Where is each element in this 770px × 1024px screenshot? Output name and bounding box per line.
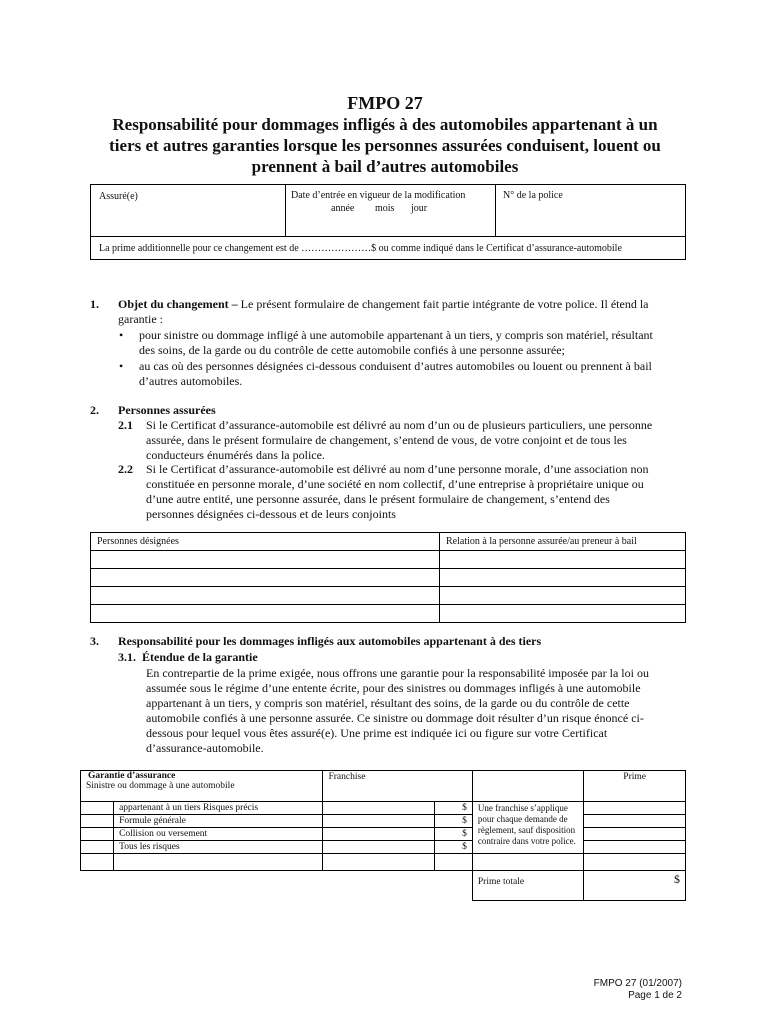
row-spacer [81, 802, 114, 815]
section1-heading: Objet du changement – [118, 297, 238, 311]
blank-header [472, 771, 583, 802]
bullet-2-line-1: au cas où des personnes désignées ci-dessous conduisent d’autres automobiles ou louent ou prennent à bail [139, 359, 652, 373]
coverage-label: Collision ou versement [114, 828, 323, 841]
text-line: automobile confiés à une personne assurée. Ce sinistre ou dommage doit résulter d’un risque énoncé ci- [146, 711, 644, 725]
additional-premium-text: La prime additionnelle pour ce changement est de …………………$ ou comme indiqué dans le Certificat d’assurance-automobile [99, 243, 622, 254]
text-line: dessous pour lequel vous êtes assuré(e). Une prime est indiquée ici ou figure sur votre Certificat [146, 726, 608, 740]
section1-intro [118, 297, 688, 312]
prime-cell[interactable] [584, 841, 686, 854]
person-name-cell[interactable] [91, 587, 440, 605]
form-code: FMPO 27 [347, 93, 423, 113]
text-line: assumée sous le régime d’une entente écrite, pour des sinistres ou dommages infligés à une automobile [146, 681, 641, 695]
coverage-header-title: Garantie d’assurance [88, 771, 176, 781]
subsection-3-1-heading: 3.1. Étendue de la garantie [118, 650, 258, 664]
form-version: FMPO 27 (01/2007) [593, 978, 682, 989]
date-day-label: jour [411, 203, 428, 214]
bullet-icon: • [119, 328, 124, 342]
person-name-cell[interactable] [91, 551, 440, 569]
subsection-2-2 [146, 462, 696, 522]
franchise-header: Franchise [323, 771, 472, 802]
policy-number-label: N° de la police [503, 190, 563, 201]
table-row [91, 605, 686, 623]
person-name-cell[interactable] [91, 569, 440, 587]
title-line-3: prennent à bail d’autres automobiles [251, 157, 519, 176]
currency-symbol: $ [434, 828, 472, 841]
section2-heading: Personnes assurées [118, 403, 216, 417]
coverage-header [81, 771, 323, 802]
bullet-2-line-2: d’autres automobiles. [139, 374, 243, 388]
bullet-1 [139, 328, 699, 358]
relation-cell[interactable] [440, 605, 686, 623]
blank-cell [323, 854, 434, 871]
row-spacer [81, 841, 114, 854]
date-year-label: année [331, 203, 355, 214]
col-header-persons: Personnes désignées [91, 533, 440, 551]
date-month-label: mois [375, 203, 395, 214]
divider [285, 185, 286, 236]
page-number: Page 1 de 2 [628, 990, 682, 1001]
franchise-cell[interactable] [323, 815, 434, 828]
section1-intro-line2: garantie : [118, 312, 163, 326]
divider [91, 236, 685, 237]
subsection-number: 2.2 [118, 462, 133, 476]
subsection-number: 3.1 [118, 650, 133, 664]
section3-heading: Responsabilité pour les dommages infligés aux automobiles appartenant à des tiers [118, 634, 542, 648]
table-header-row [91, 533, 686, 551]
table-header-row [81, 771, 686, 802]
subsection-number: 2.1 [118, 418, 133, 432]
text-line: Si le Certificat d’assurance-automobile est délivré au nom d’une personne morale, d’une association non [146, 462, 649, 476]
blank-cell [584, 854, 686, 871]
person-name-cell[interactable] [91, 605, 440, 623]
text-line: constituée en personne morale, d’une société en nom collectif, d’une entreprise à propriétaire unique ou [146, 477, 644, 491]
franchise-cell[interactable] [323, 828, 434, 841]
effective-date-label: Date d’entrée en vigueur de la modification [291, 190, 466, 201]
table-row [91, 551, 686, 569]
franchise-note: Une franchise s’applique pour chaque demande de règlement, sauf disposition contraire dans votre police. [472, 802, 583, 854]
coverage-label: appartenant à un tiers Risques précis [114, 802, 323, 815]
prime-cell[interactable] [584, 828, 686, 841]
row-spacer [81, 828, 114, 841]
bullet-2 [139, 359, 699, 389]
total-label: Prime totale [472, 871, 583, 901]
subsection-title: Étendue de la garantie [142, 650, 258, 664]
coverage-header-subtitle: Sinistre ou dommage à une automobile [86, 781, 235, 791]
section-number: 3. [90, 634, 99, 648]
form-title [0, 114, 770, 177]
text-line: appartenant à un tiers, y compris son matériel, résultant des soins, de la garde ou du contrôle de cette [146, 696, 630, 710]
bullet-icon: • [119, 359, 124, 373]
spacer [81, 871, 473, 901]
text-line: conducteurs énumérés dans la police. [146, 448, 325, 462]
franchise-cell[interactable] [323, 841, 434, 854]
divider [495, 185, 496, 236]
footer [594, 978, 682, 1002]
blank-cell [114, 854, 323, 871]
total-currency: $ [584, 871, 686, 901]
prime-cell[interactable] [584, 802, 686, 815]
section-number: 1. [90, 297, 99, 311]
insured-field-label: Assuré(e) [99, 191, 138, 202]
text-line: Si le Certificat d’assurance-automobile est délivré au nom d’un ou de plusieurs particuliers, une personne [146, 418, 653, 432]
subsection-3-1-body [146, 666, 696, 756]
subsection-2-1 [146, 418, 696, 463]
prime-cell[interactable] [584, 815, 686, 828]
table-row [91, 587, 686, 605]
title-line-2: tiers et autres garanties lorsque les personnes assurées conduisent, louent ou [109, 136, 661, 155]
row-spacer [81, 854, 114, 871]
text-line: assurée, dans le présent formulaire de changement, s’entend de vous, de votre conjoint et de tous les [146, 433, 627, 447]
table-row [91, 569, 686, 587]
coverage-table [80, 770, 686, 901]
text-line: d’une autre entité, une personne assurée, dans le présent formulaire de changement, s’entend des [146, 492, 610, 506]
table-row [81, 815, 686, 828]
section1-intro-text: Le présent formulaire de changement fait partie intégrante de votre police. Il étend la [237, 297, 649, 311]
bullet-1-line-2: des soins, de la garde ou du contrôle de cette automobile confiés à une personne assurée; [139, 343, 565, 357]
table-row [81, 828, 686, 841]
col-header-relation: Relation à la personne assurée/au preneur à bail [440, 533, 686, 551]
franchise-cell[interactable] [323, 802, 434, 815]
coverage-label: Tous les risques [114, 841, 323, 854]
section-number: 2. [90, 403, 99, 417]
text-line: d’assurance-automobile. [146, 741, 264, 755]
text-line: personnes désignées ci-dessous et de leurs conjoints [146, 507, 396, 521]
table-row [81, 802, 686, 815]
row-spacer [81, 815, 114, 828]
text-line: En contrepartie de la prime exigée, nous offrons une garantie pour la responsabilité imposée par la loi ou [146, 666, 649, 680]
currency-symbol: $ [434, 841, 472, 854]
title-line-1: Responsabilité pour dommages infligés à des automobiles appartenant à un [112, 115, 658, 134]
coverage-label: Formule générale [114, 815, 323, 828]
blank-cell [434, 854, 472, 871]
blank-cell [472, 854, 583, 871]
total-row [81, 871, 686, 901]
designated-persons-table [90, 532, 686, 623]
policy-info-box [90, 184, 686, 260]
bullet-1-line-1: pour sinistre ou dommage infligé à une automobile appartenant à un tiers, y compris son matériel, résultant [139, 328, 653, 342]
relation-cell[interactable] [440, 587, 686, 605]
prime-header: Prime [584, 771, 686, 802]
currency-symbol: $ [434, 802, 472, 815]
table-row [81, 854, 686, 871]
relation-cell[interactable] [440, 569, 686, 587]
table-row [81, 841, 686, 854]
currency-symbol: $ [434, 815, 472, 828]
relation-cell[interactable] [440, 551, 686, 569]
